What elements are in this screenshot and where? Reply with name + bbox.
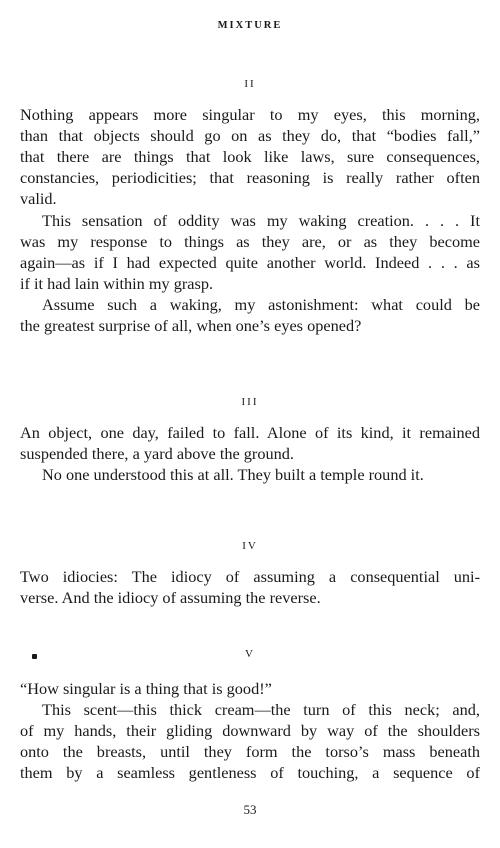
section-iv-paragraph-1 (20, 566, 480, 608)
section-iii-paragraph-1 (20, 422, 480, 464)
text-line: than that objects should go on as they do, that “bodies fall,” (20, 126, 480, 145)
text-line: suspended there, a yard above the ground. (20, 444, 294, 463)
running-head: MIXTURE (217, 20, 283, 31)
text-line: again—as if I had expected quite another world. Indeed . . . as (20, 253, 480, 272)
section-v-paragraph-2 (20, 699, 480, 783)
section-ii-paragraph-2 (20, 210, 480, 294)
text-line: This scent—this thick cream—the turn of this neck; and, (42, 700, 480, 719)
section-iii-paragraph-2 (20, 464, 480, 485)
text-line: onto the breasts, until they form the torso’s mass beneath (20, 742, 480, 761)
text-line: “How singular is a thing that is good!” (20, 679, 272, 698)
text-line: constancies, periodicities; that reasoning is really rather often (20, 168, 480, 187)
section-ii-paragraph-1 (20, 104, 480, 209)
section-number-iii: III (241, 396, 259, 408)
text-line: them by a seamless gentleness of touching, a sequence of (20, 763, 480, 782)
section-v-paragraph-1 (20, 678, 480, 699)
section-ii-paragraph-3 (20, 294, 480, 336)
section-number-ii: II (244, 78, 256, 90)
text-line: Assume such a waking, my astonishment: what could be (42, 295, 480, 314)
text-line: of my hands, their gliding downward by way of the shoulders (20, 721, 480, 740)
text-line: valid. (20, 189, 57, 208)
text-line: An object, one day, failed to fall. Alone of its kind, it remained (20, 423, 480, 442)
text-line: Nothing appears more singular to my eyes, this morning, (20, 105, 480, 124)
section-number-iv: IV (242, 540, 258, 552)
text-line: that there are things that look like laws, sure consequences, (20, 147, 480, 166)
text-line: was my response to things as they are, or as they become (20, 232, 480, 251)
text-line: No one understood this at all. They built a temple round it. (42, 465, 424, 484)
text-line: Two idiocies: The idiocy of assuming a consequential uni- (20, 567, 480, 586)
text-line: if it had lain within my grasp. (20, 274, 214, 293)
text-line: verse. And the idiocy of assuming the reverse. (20, 588, 321, 607)
text-line: the greatest surprise of all, when one’s eyes opened? (20, 316, 362, 335)
page-number: 53 (243, 802, 257, 817)
book-page (20, 0, 480, 848)
section-number-v: V (245, 648, 255, 660)
text-line: This sensation of oddity was my waking creation. . . . It (42, 211, 480, 230)
